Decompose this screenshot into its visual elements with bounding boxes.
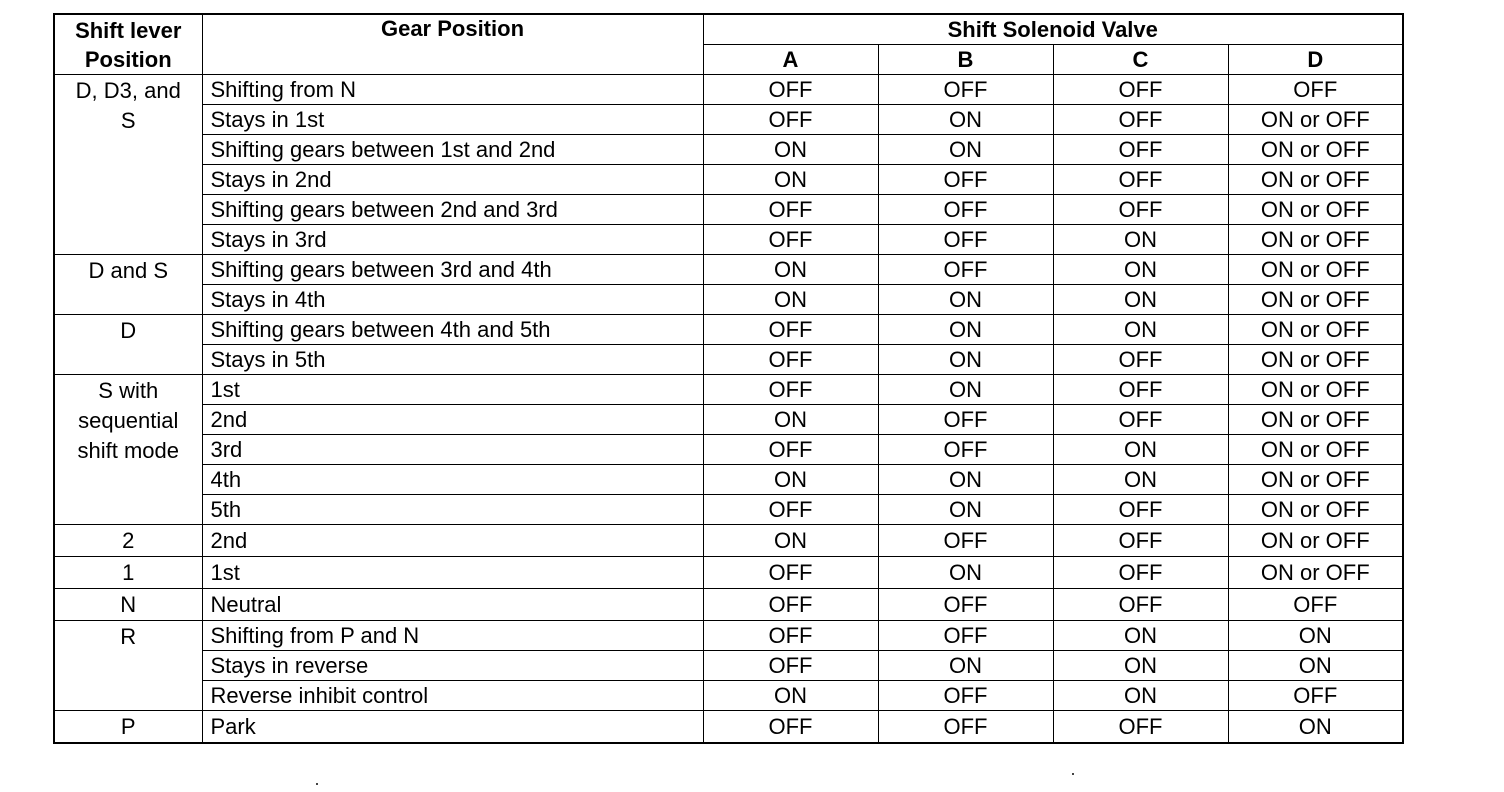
- table-row: [54, 345, 1403, 375]
- valve-a-state: OFF: [703, 345, 878, 375]
- shift-position-label: sequential: [78, 408, 179, 433]
- valve-d-state: ON or OFF: [1228, 165, 1403, 195]
- gear-position-cell: 1st: [202, 557, 703, 589]
- table-row: [54, 135, 1403, 165]
- table-row: [54, 315, 1403, 345]
- gear-position-cell: Shifting from N: [202, 75, 703, 105]
- table-row: [54, 495, 1403, 525]
- table-row: [54, 165, 1403, 195]
- shift-lever-position-cell: [54, 315, 202, 375]
- gear-position-cell: 3rd: [202, 435, 703, 465]
- valve-a-state: ON: [703, 255, 878, 285]
- gear-position-cell: Stays in 2nd: [202, 165, 703, 195]
- valve-c-state: OFF: [1053, 75, 1228, 105]
- gear-position-cell: Shifting gears between 4th and 5th: [202, 315, 703, 345]
- valve-c-state: OFF: [1053, 557, 1228, 589]
- valve-b-state: OFF: [878, 75, 1053, 105]
- valve-b-state: OFF: [878, 525, 1053, 557]
- valve-a-state: OFF: [703, 375, 878, 405]
- valve-d-state: ON or OFF: [1228, 195, 1403, 225]
- valve-b-state: ON: [878, 285, 1053, 315]
- table-row: [54, 105, 1403, 135]
- valve-d-state: ON: [1228, 651, 1403, 681]
- table-row: [54, 589, 1403, 621]
- shift-lever-position-header: [54, 14, 202, 75]
- valve-c-state: OFF: [1053, 105, 1228, 135]
- shift-position-label: D: [120, 318, 137, 343]
- shift-lever-header-line: Shift lever: [75, 17, 182, 43]
- shift-position-label: P: [120, 714, 136, 739]
- valve-a-state: ON: [703, 525, 878, 557]
- valve-d-state: ON or OFF: [1228, 465, 1403, 495]
- table-row: [54, 465, 1403, 495]
- table-row: [54, 405, 1403, 435]
- table-header: [54, 14, 1403, 75]
- gear-position-cell: Neutral: [202, 589, 703, 621]
- valve-a-state: OFF: [703, 651, 878, 681]
- table-row: [54, 681, 1403, 711]
- gear-position-cell: Stays in reverse: [202, 651, 703, 681]
- valve-d-state: ON or OFF: [1228, 285, 1403, 315]
- valve-a-state: ON: [703, 285, 878, 315]
- gear-position-header: Gear Position: [202, 14, 703, 75]
- valve-c-state: ON: [1053, 651, 1228, 681]
- shift-position-label: D, D3, and: [75, 78, 181, 103]
- table-row: [54, 557, 1403, 589]
- valve-d-state: ON or OFF: [1228, 375, 1403, 405]
- shift-position-label: 2: [122, 528, 135, 553]
- gear-position-cell: Shifting from P and N: [202, 621, 703, 651]
- valve-b-state: OFF: [878, 195, 1053, 225]
- valve-d-state: ON or OFF: [1228, 315, 1403, 345]
- valve-c-state: ON: [1053, 255, 1228, 285]
- valve-b-state: OFF: [878, 621, 1053, 651]
- scan-speck: [316, 783, 318, 785]
- valve-b-state: ON: [878, 375, 1053, 405]
- gear-position-cell: 4th: [202, 465, 703, 495]
- shift-position-label: S: [120, 108, 136, 133]
- table-row: [54, 711, 1403, 744]
- valve-b-state: ON: [878, 315, 1053, 345]
- shift-position-label: S with: [98, 378, 159, 403]
- valve-b-state: OFF: [878, 711, 1053, 744]
- valve-a-state: OFF: [703, 495, 878, 525]
- shift-lever-position-cell: [54, 557, 202, 589]
- valve-a-state: OFF: [703, 315, 878, 345]
- valve-d-state: ON or OFF: [1228, 495, 1403, 525]
- valve-a-state: OFF: [703, 621, 878, 651]
- shift-position-label: R: [120, 624, 137, 649]
- valve-b-header: B: [878, 45, 1053, 75]
- shift-solenoid-table: [53, 13, 1404, 744]
- gear-position-cell: Stays in 1st: [202, 105, 703, 135]
- valve-d-state: OFF: [1228, 75, 1403, 105]
- valve-d-state: ON: [1228, 711, 1403, 744]
- table-row: [54, 621, 1403, 651]
- table-row: [54, 435, 1403, 465]
- valve-a-state: ON: [703, 135, 878, 165]
- gear-position-cell: 2nd: [202, 405, 703, 435]
- table-row: [54, 651, 1403, 681]
- valve-b-state: ON: [878, 465, 1053, 495]
- table-body: [54, 75, 1403, 744]
- valve-b-state: OFF: [878, 681, 1053, 711]
- position-header-line: Position: [84, 46, 172, 72]
- valve-c-state: ON: [1053, 285, 1228, 315]
- valve-b-state: OFF: [878, 405, 1053, 435]
- valve-c-state: OFF: [1053, 375, 1228, 405]
- valve-d-state: ON or OFF: [1228, 557, 1403, 589]
- valve-c-state: OFF: [1053, 165, 1228, 195]
- valve-d-state: ON or OFF: [1228, 525, 1403, 557]
- gear-position-cell: Park: [202, 711, 703, 744]
- shift-lever-position-cell: [54, 75, 202, 255]
- valve-a-state: OFF: [703, 225, 878, 255]
- valve-c-state: ON: [1053, 435, 1228, 465]
- valve-a-state: OFF: [703, 75, 878, 105]
- shift-solenoid-valve-header: Shift Solenoid Valve: [703, 14, 1403, 45]
- valve-c-state: OFF: [1053, 405, 1228, 435]
- gear-position-cell: Shifting gears between 3rd and 4th: [202, 255, 703, 285]
- table-row: [54, 225, 1403, 255]
- valve-d-state: ON: [1228, 621, 1403, 651]
- valve-a-state: ON: [703, 681, 878, 711]
- gear-position-cell: 2nd: [202, 525, 703, 557]
- valve-b-state: OFF: [878, 435, 1053, 465]
- table-row: [54, 525, 1403, 557]
- gear-position-cell: 5th: [202, 495, 703, 525]
- shift-lever-position-cell: [54, 525, 202, 557]
- valve-d-state: ON or OFF: [1228, 135, 1403, 165]
- valve-a-state: ON: [703, 165, 878, 195]
- valve-d-header: D: [1228, 45, 1403, 75]
- valve-d-state: ON or OFF: [1228, 405, 1403, 435]
- shift-position-label: shift mode: [77, 438, 179, 463]
- valve-c-state: ON: [1053, 315, 1228, 345]
- table-row: [54, 255, 1403, 285]
- valve-d-state: ON or OFF: [1228, 255, 1403, 285]
- valve-b-state: ON: [878, 495, 1053, 525]
- valve-a-state: OFF: [703, 435, 878, 465]
- shift-lever-position-cell: [54, 711, 202, 744]
- table-row: [54, 375, 1403, 405]
- shift-position-label: 1: [122, 560, 135, 585]
- valve-d-state: OFF: [1228, 589, 1403, 621]
- valve-b-state: ON: [878, 135, 1053, 165]
- table-row: [54, 195, 1403, 225]
- gear-position-cell: Stays in 4th: [202, 285, 703, 315]
- valve-d-state: OFF: [1228, 681, 1403, 711]
- valve-d-state: ON or OFF: [1228, 225, 1403, 255]
- valve-a-state: OFF: [703, 711, 878, 744]
- gear-position-cell: Shifting gears between 2nd and 3rd: [202, 195, 703, 225]
- valve-b-state: ON: [878, 557, 1053, 589]
- valve-b-state: OFF: [878, 225, 1053, 255]
- valve-c-state: ON: [1053, 681, 1228, 711]
- valve-b-state: ON: [878, 345, 1053, 375]
- valve-c-state: OFF: [1053, 495, 1228, 525]
- table-row: [54, 75, 1403, 105]
- valve-b-state: ON: [878, 105, 1053, 135]
- valve-b-state: OFF: [878, 165, 1053, 195]
- valve-c-state: ON: [1053, 621, 1228, 651]
- valve-a-state: OFF: [703, 589, 878, 621]
- valve-a-state: OFF: [703, 105, 878, 135]
- valve-c-state: OFF: [1053, 589, 1228, 621]
- shift-lever-position-cell: [54, 589, 202, 621]
- valve-c-header: C: [1053, 45, 1228, 75]
- valve-d-state: ON or OFF: [1228, 105, 1403, 135]
- valve-d-state: ON or OFF: [1228, 345, 1403, 375]
- valve-c-state: OFF: [1053, 525, 1228, 557]
- valve-d-state: ON or OFF: [1228, 435, 1403, 465]
- gear-position-cell: Reverse inhibit control: [202, 681, 703, 711]
- scan-speck: [1072, 773, 1074, 775]
- gear-position-cell: Stays in 5th: [202, 345, 703, 375]
- shift-position-label: N: [120, 592, 137, 617]
- valve-a-state: OFF: [703, 195, 878, 225]
- valve-c-state: ON: [1053, 225, 1228, 255]
- valve-b-state: OFF: [878, 255, 1053, 285]
- valve-c-state: OFF: [1053, 345, 1228, 375]
- shift-lever-position-cell: [54, 621, 202, 711]
- valve-c-state: ON: [1053, 465, 1228, 495]
- shift-lever-position-cell: [54, 375, 202, 525]
- valve-a-header: A: [703, 45, 878, 75]
- valve-c-state: OFF: [1053, 135, 1228, 165]
- gear-position-cell: Shifting gears between 1st and 2nd: [202, 135, 703, 165]
- valve-a-state: OFF: [703, 557, 878, 589]
- gear-position-cell: Stays in 3rd: [202, 225, 703, 255]
- table-row: [54, 285, 1403, 315]
- valve-a-state: ON: [703, 465, 878, 495]
- shift-position-label: D and S: [88, 258, 168, 283]
- valve-c-state: OFF: [1053, 195, 1228, 225]
- shift-lever-position-cell: [54, 255, 202, 315]
- valve-a-state: ON: [703, 405, 878, 435]
- valve-b-state: OFF: [878, 589, 1053, 621]
- valve-b-state: ON: [878, 651, 1053, 681]
- gear-position-cell: 1st: [202, 375, 703, 405]
- valve-c-state: OFF: [1053, 711, 1228, 744]
